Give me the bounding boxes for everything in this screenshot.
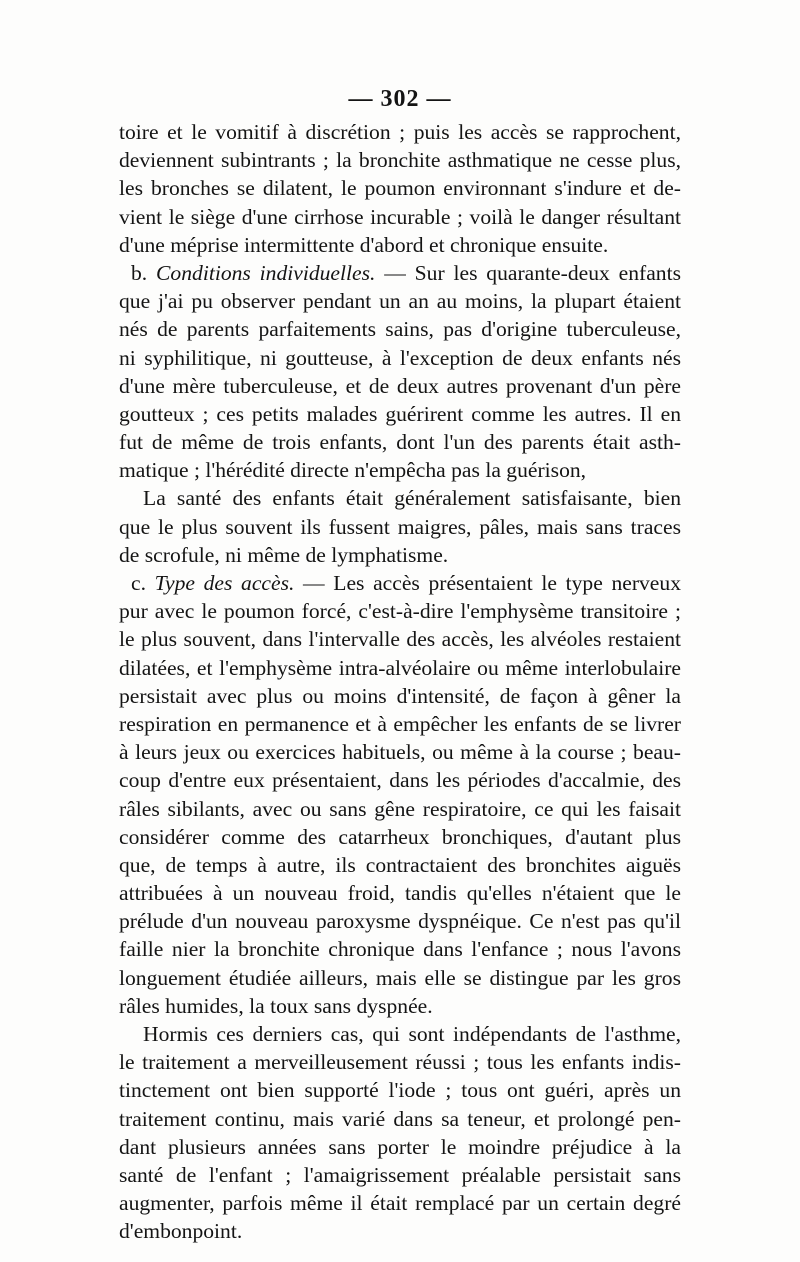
- text-line: [119, 400, 681, 428]
- text-line: [119, 1048, 681, 1076]
- text-line: [119, 1217, 681, 1245]
- line-text: — Sur les quarante-deux enfants: [375, 260, 681, 285]
- line-text: tinctement ont bien supporté l'iode ; tous ont guéri, après un: [119, 1078, 681, 1103]
- text-line: [119, 682, 681, 710]
- line-text: faille nier la bronchite chronique dans l'enfance ; nous l'avons: [119, 937, 681, 962]
- line-text: La santé des enfants était généralement satisfaisante, bien: [143, 486, 681, 511]
- text-line: [119, 118, 681, 146]
- line-text: matique ; l'hérédité directe n'empêcha pas la guérison,: [119, 458, 587, 483]
- text-line: [119, 1020, 681, 1048]
- text-line: [119, 851, 681, 879]
- line-text: d'une mère tuberculeuse, et de deux autres provenant d'un père: [119, 373, 681, 398]
- text-line: [119, 541, 681, 569]
- line-text: que, de temps à autre, ils contractaient des bronchites aiguës: [119, 852, 681, 877]
- text-line: [119, 766, 681, 794]
- line-text: le plus souvent, dans l'intervalle des accès, les alvéoles restaient: [119, 627, 681, 652]
- line-text: toire et le vomitif à discrétion ; puis les accès se rapprochent,: [119, 120, 681, 144]
- text-line: [119, 710, 681, 738]
- line-text: augmenter, parfois même il était remplacé par un certain degré: [119, 1191, 681, 1216]
- body-text: [119, 118, 681, 1246]
- text-line: [119, 907, 681, 935]
- line-text: râles sibilants, avec ou sans gêne respiratoire, ce qui les faisait: [119, 796, 681, 821]
- text-line: [119, 654, 681, 682]
- line-text: attribuées à un nouveau froid, tandis qu'elles n'étaient que le: [119, 881, 681, 906]
- text-line: [119, 1076, 681, 1104]
- text-line: [119, 513, 681, 541]
- text-line: [119, 1105, 681, 1133]
- text-line: [119, 1161, 681, 1189]
- text-line: [119, 315, 681, 343]
- page-number: — 302 —: [348, 86, 452, 112]
- line-text: le traitement a merveilleusement réussi ; tous les enfants indis-: [119, 1050, 681, 1075]
- line-text: traitement continu, mais varié dans sa teneur, et prolongé pen-: [119, 1106, 681, 1131]
- line-text: à leurs jeux ou exercices habituels, ou même à la course ; beau-: [119, 740, 681, 765]
- text-line: [119, 174, 681, 202]
- line-text: persistait avec plus ou moins d'intensité, de façon à gêner la: [119, 683, 681, 708]
- line-text: d'embonpoint.: [119, 1219, 243, 1244]
- line-text: longuement étudiée ailleurs, mais elle se distingue par les gros: [119, 965, 681, 990]
- text-line: [119, 146, 681, 174]
- line-text: dant plusieurs années sans porter le moindre préjudice à la: [119, 1134, 681, 1159]
- line-text: considérer comme des catarrheux bronchiques, d'autant plus: [119, 824, 681, 849]
- section-marker: c.: [131, 571, 155, 595]
- line-text: pur avec le poumon forcé, c'est-à-dire l'emphysème transitoire ;: [119, 599, 681, 624]
- line-text: que le plus souvent ils fussent maigres, pâles, mais sans traces: [119, 514, 681, 539]
- line-text: prélude d'un nouveau paroxysme dyspnéique. Ce n'est pas qu'il: [119, 909, 681, 934]
- text-line: [119, 823, 681, 851]
- line-text: que j'ai pu observer pendant un an au moins, la plupart étaient: [119, 289, 681, 314]
- text-line: [119, 935, 681, 963]
- text-line: [119, 738, 681, 766]
- text-line: [119, 428, 681, 456]
- line-text: fut de même de trois enfants, dont l'un des parents était asth-: [119, 430, 681, 455]
- line-text: — Les accès présentaient le type nerveux: [294, 571, 681, 595]
- text-line: [119, 1189, 681, 1217]
- section-heading: Type des accès.: [154, 571, 295, 595]
- line-text: santé de l'enfant ; l'amaigrissement préalable persistait sans: [119, 1162, 681, 1187]
- text-line: [119, 456, 681, 484]
- text-line: [119, 569, 681, 597]
- line-text: coup d'entre eux présentaient, dans les périodes d'accalmie, des: [119, 768, 681, 793]
- text-line: [119, 259, 681, 287]
- text-line: [119, 287, 681, 315]
- line-text: vient le siège d'une cirrhose incurable ; voilà le danger résultant: [119, 204, 681, 229]
- text-line: [119, 231, 681, 259]
- text-line: [119, 879, 681, 907]
- text-line: [119, 372, 681, 400]
- line-text: râles humides, la toux sans dyspnée.: [119, 993, 433, 1018]
- line-text: d'une méprise intermittente d'abord et chronique ensuite.: [119, 232, 609, 257]
- line-text: ni syphilitique, ni goutteuse, à l'exception de deux enfants nés: [119, 345, 681, 370]
- line-text: Hormis ces derniers cas, qui sont indépendants de l'asthme,: [143, 1022, 681, 1046]
- line-text: deviennent subintrants ; la bronchite asthmatique ne cesse plus,: [119, 148, 681, 173]
- line-text: respiration en permanence et à empêcher les enfants de se livrer: [119, 711, 681, 736]
- text-line: [119, 484, 681, 512]
- text-line: [119, 597, 681, 625]
- line-text: de scrofule, ni même de lymphatisme.: [119, 542, 449, 567]
- line-text: dilatées, et l'emphysème intra-alvéolaire ou même interlobulaire: [119, 655, 681, 680]
- text-line: [119, 625, 681, 653]
- text-line: [119, 795, 681, 823]
- text-line: [119, 203, 681, 231]
- line-text: goutteux ; ces petits malades guérirent comme les autres. Il en: [119, 401, 681, 426]
- section-marker: b.: [131, 260, 157, 285]
- text-line: [119, 344, 681, 372]
- line-text: les bronches se dilatent, le poumon environnant s'indure et de-: [119, 176, 681, 201]
- text-line: [119, 964, 681, 992]
- line-text: nés de parents parfaitements sains, pas d'origine tuberculeuse,: [119, 317, 681, 342]
- section-heading: Conditions individuelles.: [156, 260, 376, 285]
- text-line: [119, 1133, 681, 1161]
- text-line: [119, 992, 681, 1020]
